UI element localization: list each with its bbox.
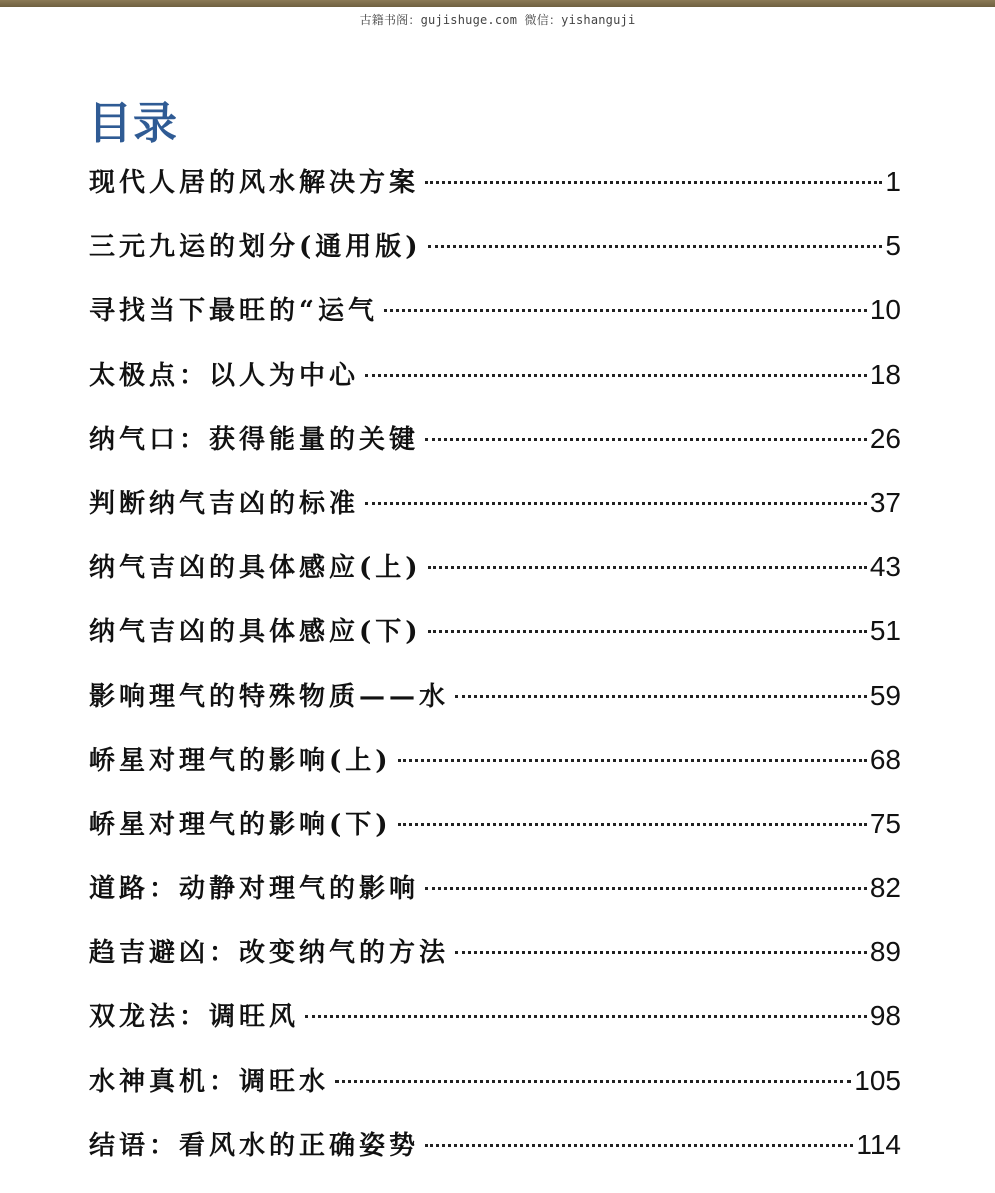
toc-entry-label: 纳气吉凶的具体感应(上) [89,553,422,584]
toc-entry-label: 纳气吉凶的具体感应(下) [89,617,422,648]
toc-entry-page: 59 [869,679,901,711]
toc-entry-label: 水神真机：调旺水 [89,1066,330,1097]
toc-entry-page: 1 [885,166,901,197]
top-border-bar [0,0,995,7]
toc-entry-page: 89 [869,936,901,968]
toc-dot-leader [365,502,867,505]
toc-entry-label: 寻找当下最旺的“运气 [89,296,378,327]
toc-entry-page: 37 [869,486,901,518]
toc-entry-page: 18 [869,358,901,390]
toc-entry[interactable] [89,481,901,545]
toc-entry-label: 现代人居的风水解决方案 [89,168,420,198]
toc-entry[interactable] [89,674,901,738]
toc-entry-label: 纳气口：获得能量的关键 [89,424,420,455]
toc-dot-leader [428,566,867,569]
toc-entry-label: 趋吉避凶：改变纳气的方法 [89,938,450,969]
toc-dot-leader [384,309,867,312]
toc-entry-label: 双龙法：调旺风 [89,1002,300,1033]
toc-entry-label: 三元九运的划分(通用版) [89,232,422,263]
toc-dot-leader [335,1080,851,1083]
toc-dot-leader [455,695,867,698]
toc-entry-label: 道路：动静对理气的影响 [89,874,420,905]
toc-dot-leader [428,245,883,248]
toc-entry[interactable] [89,417,901,481]
toc-entry-page: 43 [869,551,901,583]
toc-entry-label: 峤星对理气的影响(下) [89,809,392,840]
toc-entry-label: 影响理气的特殊物质——水 [89,681,450,712]
toc-entry-page: 105 [854,1064,901,1096]
toc-entry-label: 太极点：以人为中心 [89,360,360,391]
toc-entry[interactable] [89,994,901,1058]
toc-entry[interactable] [89,1059,901,1123]
toc-dot-leader [398,823,867,826]
toc-dot-leader [425,1144,853,1147]
toc-entry-page: 68 [869,743,901,775]
toc-entry-page: 51 [869,615,901,647]
toc-entry[interactable] [89,802,901,866]
toc-title: 目录 [88,98,178,149]
toc-dot-leader [425,438,867,441]
toc-entry[interactable] [89,353,901,417]
toc-entry[interactable] [89,866,901,930]
toc-entry-label: 峤星对理气的影响(上) [89,745,392,776]
toc-entry-page: 82 [869,872,901,904]
toc-entry[interactable] [89,160,901,224]
toc-entry[interactable] [89,738,901,802]
toc-dot-leader [305,1015,867,1018]
toc-entry[interactable] [89,224,901,288]
toc-entry[interactable] [89,609,901,673]
toc-entry-page: 5 [885,230,901,262]
toc-entry[interactable] [89,930,901,994]
toc-dot-leader [425,181,882,184]
toc-dot-leader [428,630,867,633]
toc-entry-page: 10 [869,294,901,326]
toc-entry-page: 98 [869,1000,901,1032]
site-header-text: 古籍书阁：gujishuge.com 微信：yishanguji [359,13,636,27]
toc-entry[interactable] [89,288,901,352]
toc-dot-leader [425,887,867,890]
toc-entry[interactable] [89,1123,901,1187]
toc-dot-leader [398,759,867,762]
toc-entry-label: 判断纳气吉凶的标准 [89,488,360,519]
toc-entry-page: 75 [869,807,901,839]
toc-entry[interactable] [89,545,901,609]
toc-dot-leader [455,951,867,954]
toc-entry-label: 结语：看风水的正确姿势 [89,1130,420,1161]
toc-list [89,160,901,1187]
toc-dot-leader [365,374,867,377]
toc-entry-page: 114 [856,1128,901,1160]
toc-entry-page: 26 [869,422,901,454]
